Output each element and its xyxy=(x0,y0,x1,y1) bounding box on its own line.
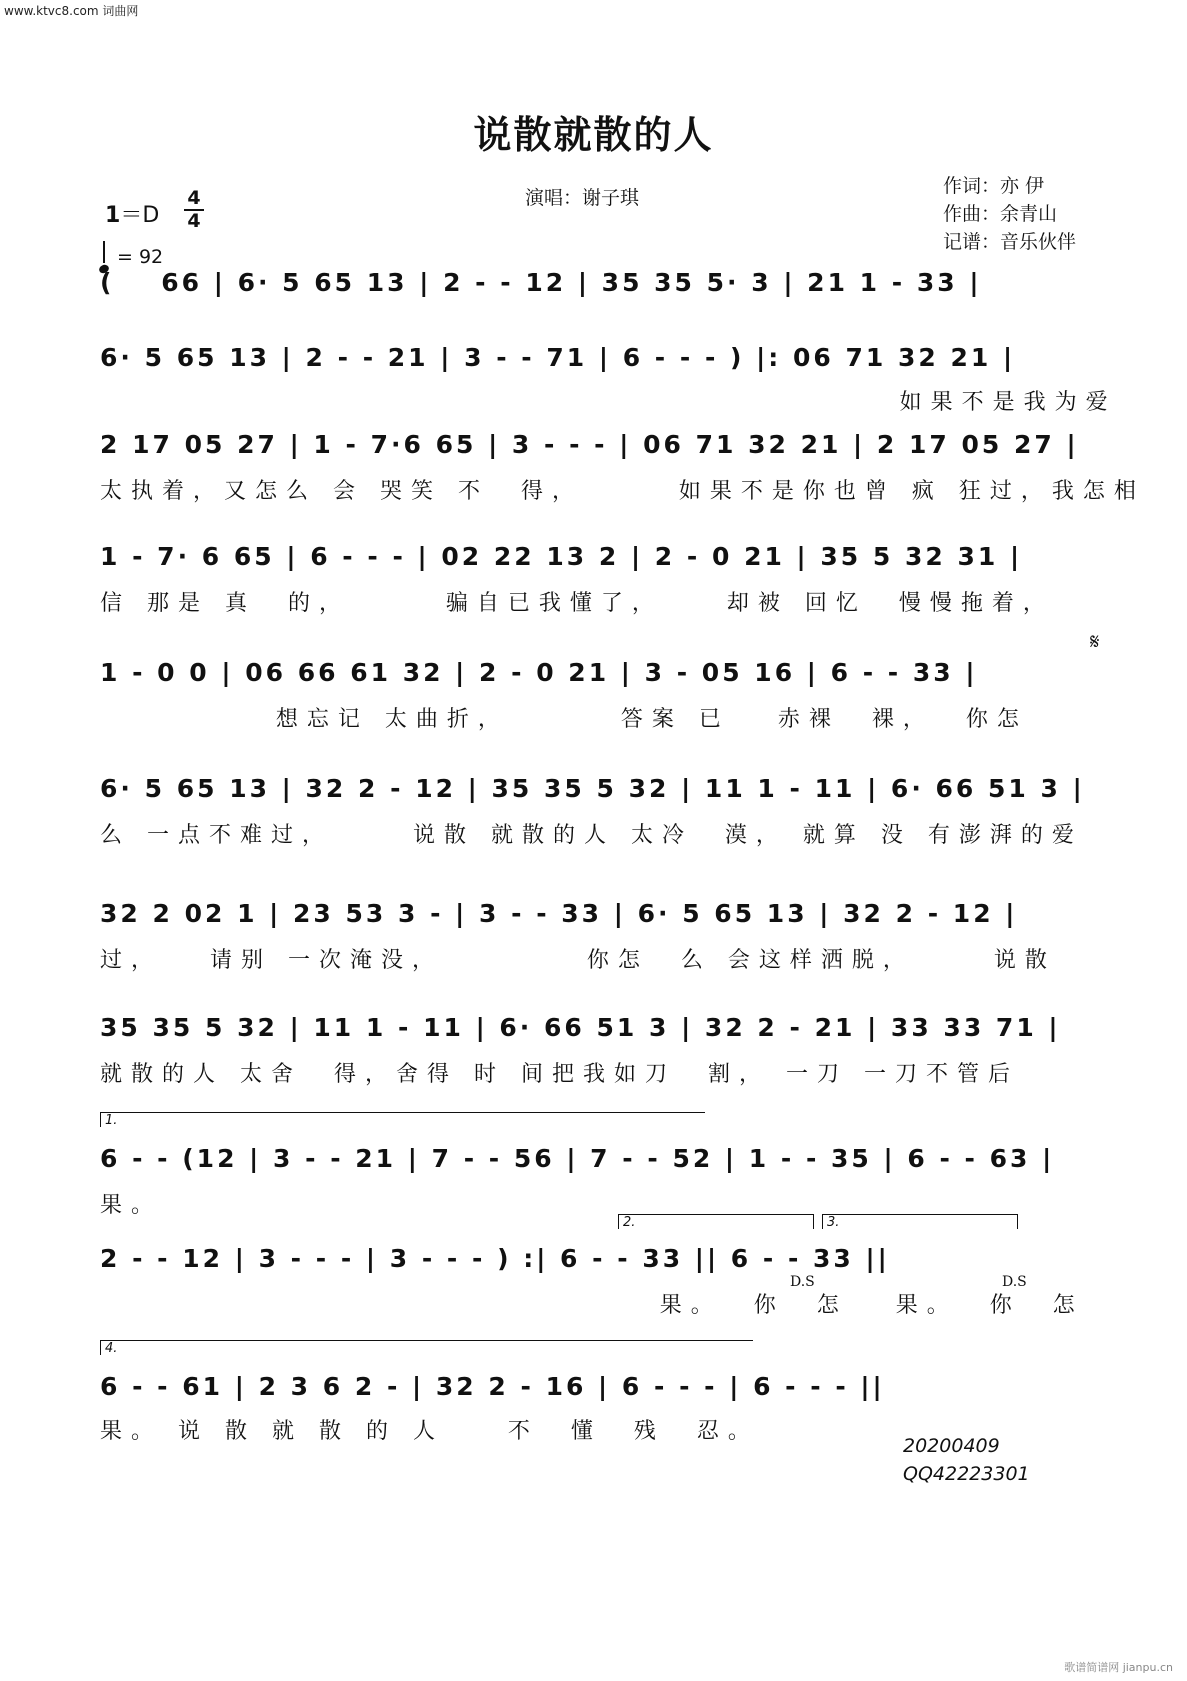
notes: ( 66 | 6· 5 65 13 | 2 - - 12 | 35 35 5· 3 | 21 1 - 33 | xyxy=(100,267,982,297)
lyrics: 想忘记 太曲折， 答案 已 赤裸 裸， 你怎 xyxy=(100,707,1028,732)
notes: 2 17 05 27 | 1 - 7·6 65 | 3 - - - | 06 71 32 21 | 2 17 05 27 | xyxy=(100,429,1079,459)
site-watermark: 歌谱简谱网 jianpu.cn xyxy=(1064,1661,1173,1674)
volta-3: 3. xyxy=(822,1214,1018,1229)
notes: 35 35 5 32 | 11 1 - 11 | 6· 66 51 3 | 32 2 - 21 | 33 33 71 | xyxy=(100,1012,1061,1042)
notes: 6 - - 61 | 2 3 6 2 - | 32 2 - 16 | 6 - - - | 6 - - - || xyxy=(100,1371,885,1401)
notes: 6 - - (12 | 3 - - 21 | 7 - - 56 | 7 - - 52 | 1 - - 35 | 6 - - 63 | xyxy=(100,1143,1055,1173)
volta-2: 2. xyxy=(618,1214,814,1229)
composer: 作曲：余青山 xyxy=(943,203,1058,225)
watermark: www.ktvc8.com 词曲网 xyxy=(4,4,139,18)
ds-mark-1: D.S xyxy=(790,1274,815,1290)
date: 20200409 xyxy=(903,1435,1000,1457)
ds-mark-2: D.S xyxy=(1002,1274,1027,1290)
lyrics: 信 那是 真 的， 骗自已我懂了， 却被 回忆 慢慢拖着， xyxy=(100,591,1054,616)
segno-icon: 𝄋 xyxy=(1090,630,1100,655)
notes: 1 - 0 0 | 06 66 61 32 | 2 - 0 21 | 3 - 05 16 | 6 - - 33 | xyxy=(100,657,978,687)
signature-block xyxy=(903,1432,1030,1488)
key-signature: 1＝D xyxy=(105,203,160,228)
volta-4: 4. xyxy=(100,1340,753,1355)
notes: 6· 5 65 13 | 2 - - 21 | 3 - - 71 | 6 - - - ) |: 06 71 32 21 | xyxy=(100,342,1016,372)
notes: 1 - 7· 6 65 | 6 - - - | 02 22 13 2 | 2 - 0 21 | 35 5 32 31 | xyxy=(100,541,1023,571)
transcriber: 记谱：音乐伙伴 xyxy=(943,231,1077,253)
song-title: 说散就散的人 xyxy=(473,113,714,157)
credits xyxy=(943,172,1076,256)
lyrics: 果。 xyxy=(100,1193,163,1218)
lyrics: 么 一点不难过， 说散 就散的人 太冷 漠， 就算 没 有澎湃的爱 xyxy=(100,823,1083,848)
lyrics: 过， 请别 一次淹没， 你怎 么 会这样洒脱， 说散 xyxy=(100,948,1056,973)
lyrics: 就散的人 太舍 得，舍得 时 间把我如刀 割， 一刀 一刀不管后 xyxy=(100,1062,1019,1087)
notes: 32 2 02 1 | 23 53 3 - | 3 - - 33 | 6· 5 65 13 | 32 2 - 12 | xyxy=(100,898,1018,928)
lyrics: 果。 你 怎 果。 你 怎 xyxy=(100,1293,1084,1318)
tempo-marking: = 92 xyxy=(99,244,163,270)
volta-1: 1. xyxy=(100,1112,705,1127)
notes: 2 - - 12 | 3 - - - | 3 - - - ) :| 6 - - 33 || 6 - - 33 || xyxy=(100,1243,890,1273)
lyricist: 作词：亦 伊 xyxy=(943,175,1045,197)
notes: 6· 5 65 13 | 32 2 - 12 | 35 35 5 32 | 11 1 - 11 | 6· 66 51 3 | xyxy=(100,773,1085,803)
lyrics: 太执着，又怎么 会 哭笑 不 得， 如果不是你也曾 疯 狂过，我怎相 xyxy=(100,479,1145,504)
qq-number: QQ42223301 xyxy=(903,1463,1030,1485)
singer: 演唱：谢子琪 xyxy=(525,187,640,209)
lyrics: 果。 说 散 就 散 的 人 不 懂 残 忍。 xyxy=(100,1419,759,1444)
lyrics: 如果不是我为爱 xyxy=(100,390,1117,415)
time-signature: 4 4 xyxy=(184,188,204,232)
